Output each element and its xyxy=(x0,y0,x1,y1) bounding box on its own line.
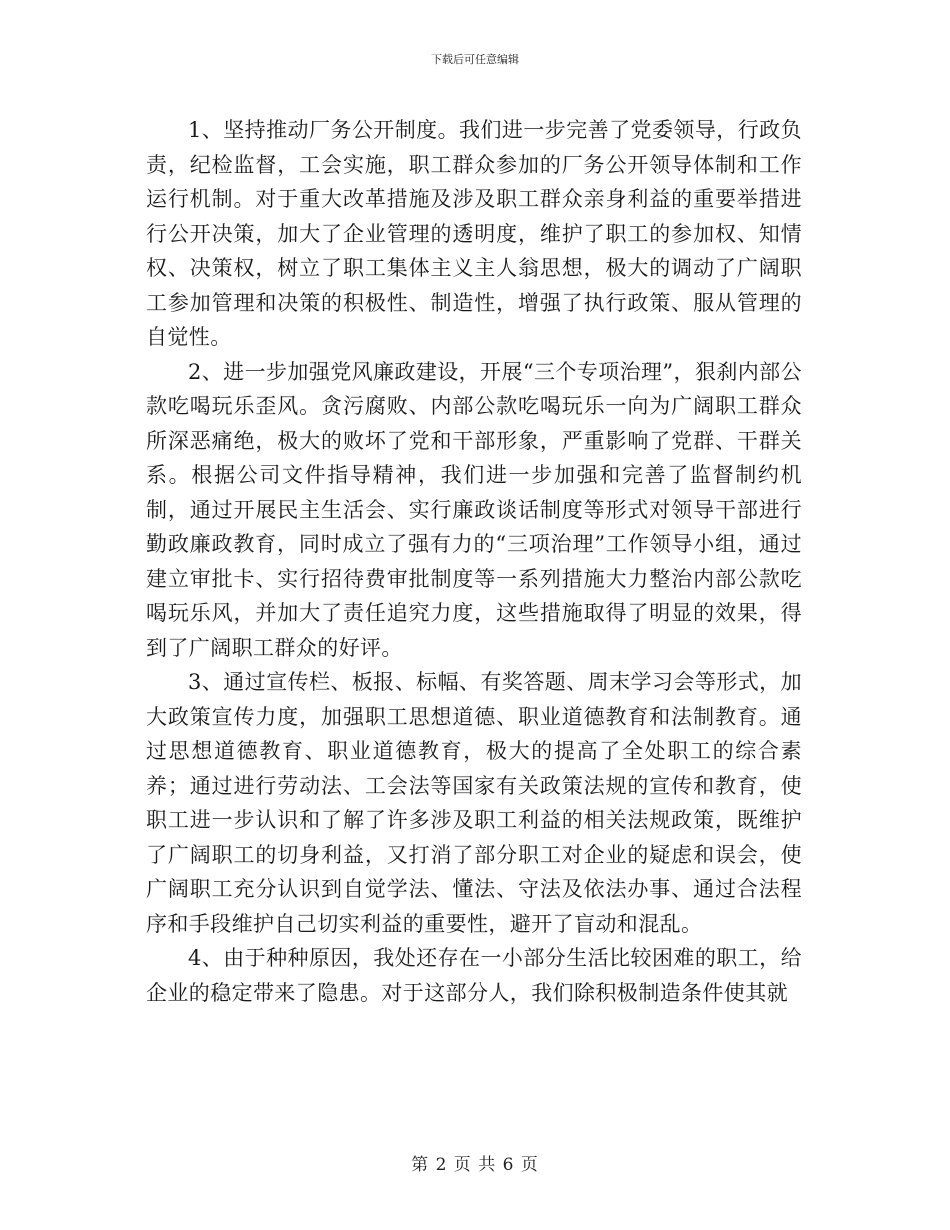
document-body xyxy=(146,113,802,1010)
page-number-footer: 第 2 页 共 6 页 xyxy=(411,1155,539,1175)
page-header: 下载后可任意编辑 xyxy=(431,53,519,66)
paragraph-2: 2、进一步加强党风廉政建设，开展“三个专项治理”，狠刹内部公款吃喝玩乐歪风。贪污腐败、内部公款吃喝玩乐一向为广阔职工群众所深恶痛绝，极大的败坏了党和干部形象，严重影响了党群、干群关系。根据公司文件指导精神，我们进一步加强和完善了监督制约机制，通过开展民主生活会、实行廉政谈话制度等形式对领导干部进行勤政廉政教育，同时成立了强有力的“三项治理”工作领导小组，通过建立审批卡、实行招待费审批制度等一系列措施大力整治内部公款吃喝玩乐风，并加大了责任追究力度，这些措施取得了明显的效果，得到了广阔职工群众的好评。 xyxy=(146,359,802,660)
paragraph-4: 4、由于种种原因，我处还存在一小部分生活比较困难的职工，给企业的稳定带来了隐患。对于这部分人，我们除积极制造条件使其就 xyxy=(146,946,802,1005)
paragraph-3: 3、通过宣传栏、板报、标幅、有奖答题、周末学习会等形式，加大政策宣传力度，加强职工思想道德、职业道德教育和法制教育。通过思想道德教育、职业道德教育，极大的提高了全处职工的综合素养；通过进行劳动法、工会法等国家有关政策法规的宣传和教育，使职工进一步认识和了解了许多涉及职工利益的相关法规政策，既维护了广阔职工的切身利益，又打消了部分职工对企业的疑虑和误会，使广阔职工充分认识到自觉学法、懂法、守法及依法办事、通过合法程序和手段维护自己切实利益的重要性，避开了盲动和混乱。 xyxy=(146,670,802,936)
paragraph-1: 1、坚持推动厂务公开制度。我们进一步完善了党委领导，行政负责，纪检监督，工会实施，职工群众参加的厂务公开领导体制和工作运行机制。对于重大改革措施及涉及职工群众亲身利益的重要举措进行公开决策，加大了企业管理的透明度，维护了职工的参加权、知情权、决策权，树立了职工集体主义主人翁思想，极大的调动了广阔职工参加管理和决策的积极性、制造性，增强了执行政策、服从管理的自觉性。 xyxy=(146,118,802,349)
